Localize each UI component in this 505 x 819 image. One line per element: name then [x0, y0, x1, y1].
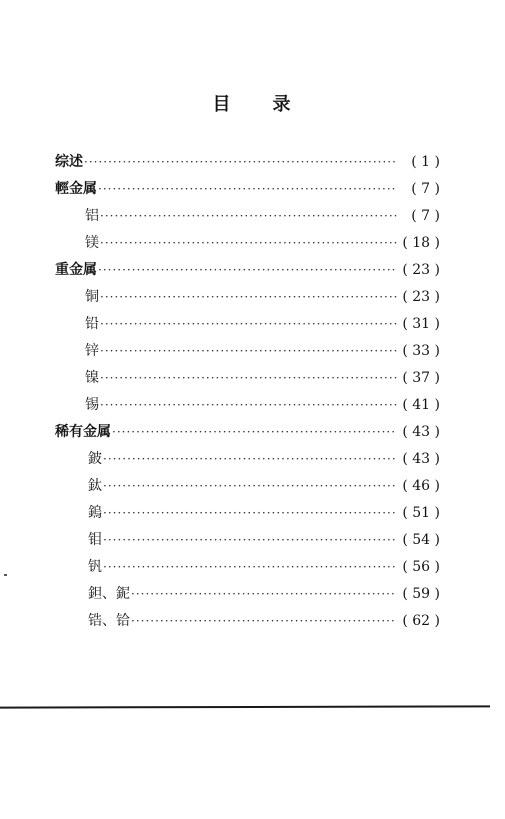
- dot-leader: [100, 289, 397, 305]
- dot-leader: [100, 316, 397, 332]
- toc-entry: [55, 360, 440, 387]
- toc-entry-page: ( 62 ): [402, 613, 440, 629]
- toc-entry-label: 钼: [88, 532, 102, 548]
- dot-leader: [100, 397, 397, 413]
- toc-entry: [55, 198, 440, 225]
- toc-entry-label: 稀有金属: [55, 424, 111, 440]
- toc-entry-label: 铅: [85, 316, 99, 332]
- page-title: [0, 90, 505, 116]
- toc-entry: [55, 387, 440, 414]
- toc-entry: [55, 603, 440, 630]
- toc-entry-label: 钒: [88, 559, 102, 575]
- toc-entry: [55, 549, 440, 576]
- dot-leader: [84, 154, 397, 170]
- dot-leader: [103, 532, 397, 548]
- toc-entry: [55, 306, 440, 333]
- toc-entry: [55, 333, 440, 360]
- toc-entry-label: 重金属: [55, 262, 97, 278]
- toc-entry: [55, 414, 440, 441]
- toc-entry-page: ( 51 ): [402, 505, 440, 521]
- toc-entry: [55, 495, 440, 522]
- toc-entry-page: ( 54 ): [402, 532, 440, 548]
- toc-entry: [55, 144, 440, 171]
- dot-leader: [112, 424, 397, 440]
- toc-entry-label: 輕金属: [55, 181, 97, 197]
- bottom-rule: [0, 705, 490, 708]
- dot-leader: [100, 343, 397, 359]
- toc-entry-label: 综述: [55, 154, 83, 170]
- dot-leader: [103, 559, 397, 575]
- toc-entry: [55, 279, 440, 306]
- dot-leader: [100, 370, 397, 386]
- toc-entry-page: ( 23 ): [402, 262, 440, 278]
- toc-entry-label: 锆、铪: [88, 613, 130, 629]
- dot-leader: [98, 181, 397, 197]
- toc-entry: [55, 441, 440, 468]
- toc-entry-page: ( 7 ): [411, 208, 440, 224]
- toc-entry: [55, 225, 440, 252]
- dot-leader: [103, 505, 397, 521]
- toc-entry-page: ( 56 ): [402, 559, 440, 575]
- dot-leader: [103, 478, 397, 494]
- toc-entry-page: ( 7 ): [411, 181, 440, 197]
- toc-entry-page: ( 37 ): [402, 370, 440, 386]
- title-char: 录: [272, 94, 293, 115]
- table-of-contents: [55, 144, 440, 630]
- toc-entry-page: ( 43 ): [402, 451, 440, 467]
- toc-entry-label: 鈦: [88, 478, 102, 494]
- dot-leader: [103, 451, 397, 467]
- toc-entry-label: 铝: [85, 208, 99, 224]
- toc-entry-page: ( 1 ): [411, 154, 440, 170]
- toc-entry-label: 鎢: [88, 505, 102, 521]
- toc-entry-page: ( 23 ): [402, 289, 440, 305]
- toc-entry-page: ( 18 ): [402, 235, 440, 251]
- toc-entry-label: 铜: [85, 289, 99, 305]
- toc-entry-label: 鈹: [88, 451, 102, 467]
- toc-entry-label: 镁: [85, 235, 99, 251]
- title-char: 目: [212, 94, 233, 115]
- dot-leader: [100, 235, 397, 251]
- dot-leader: [98, 262, 397, 278]
- dot-leader: [131, 586, 397, 602]
- toc-entry-page: ( 59 ): [402, 586, 440, 602]
- toc-entry-page: ( 46 ): [402, 478, 440, 494]
- toc-entry-label: 锡: [85, 397, 99, 413]
- toc-entry: [55, 171, 440, 198]
- dot-leader: [131, 613, 397, 629]
- toc-entry: [55, 252, 440, 279]
- toc-entry-page: ( 41 ): [402, 397, 440, 413]
- dot-leader: [100, 208, 397, 224]
- toc-entry: [55, 468, 440, 495]
- toc-entry: [55, 522, 440, 549]
- toc-entry-label: 镍: [85, 370, 99, 386]
- toc-entry-page: ( 43 ): [402, 424, 440, 440]
- toc-entry-label: 鉭、鈮: [88, 586, 130, 602]
- scan-speck: [4, 574, 7, 576]
- toc-entry-page: ( 31 ): [402, 316, 440, 332]
- toc-entry-page: ( 33 ): [402, 343, 440, 359]
- toc-entry: [55, 576, 440, 603]
- toc-entry-label: 锌: [85, 343, 99, 359]
